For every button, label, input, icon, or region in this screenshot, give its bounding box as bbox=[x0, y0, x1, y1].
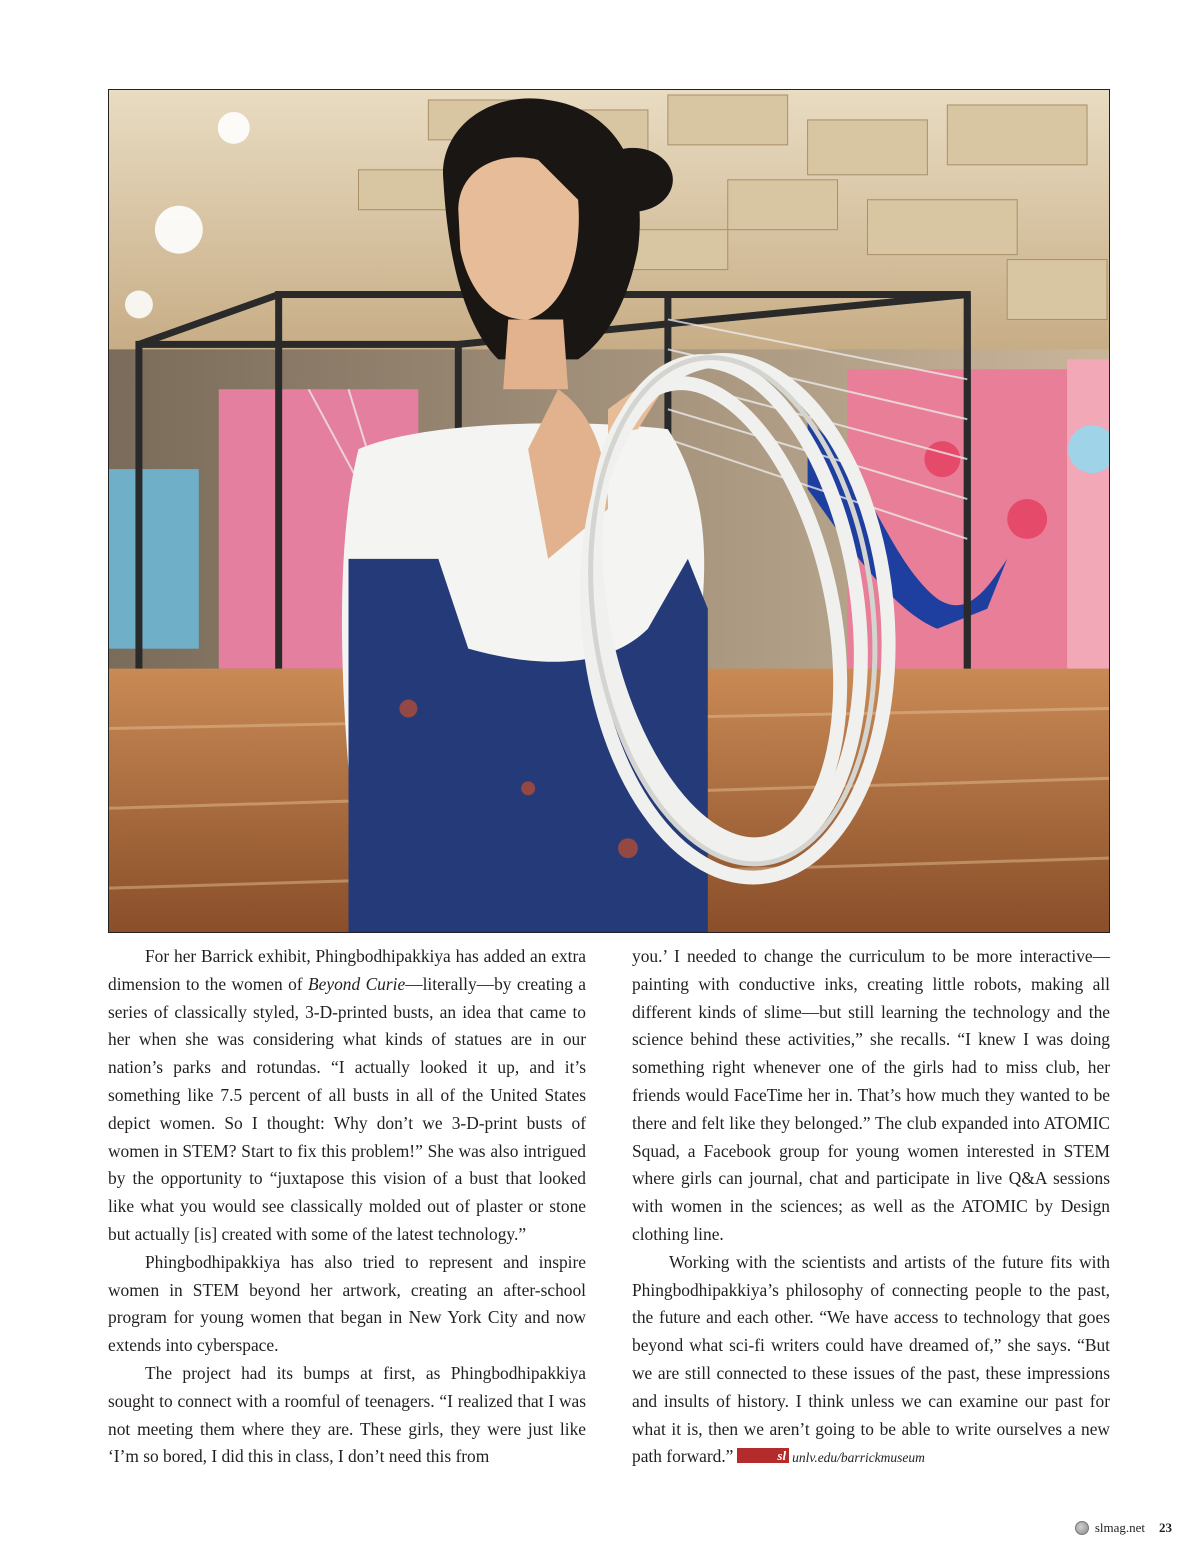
paragraph: you.’ I needed to change the curriculum to be more interactive—painting with conductive inks, creating little robots, making all different kinds of slime—but still learning the technology and the science behind these activities,” she recalls. “I knew I was doing something right whenever one of the girls had to miss club, her friends would FaceTime her in. That’s how much they wanted to be there and felt like they belonged.” The club expanded into ATOMIC Squad, a Facebook group for young women interested in STEM where girls can journal, chat and participate in live Q&A sessions with women in the sciences; as well as the ATOMIC by Design clothing line. bbox=[632, 946, 1110, 1244]
paragraph bbox=[108, 943, 586, 1249]
paragraph: The project had its bumps at first, as Phingbodhipakkiya sought to connect with a roomful of teenagers. “I realized that I was not meeting them where they are. These girls, they were just like ‘I’m so bored, I did this in class, I don’t need this from bbox=[108, 1362, 586, 1467]
paragraph: Phingbodhipakkiya has also tried to represent and inspire women in STEM beyond her artwork, creating an after-school program for young women that began in New York City and now extends into cyberspace. bbox=[108, 1251, 586, 1356]
page-number: 23 bbox=[1159, 1520, 1172, 1535]
paragraph-text: Working with the scientists and artists of the future fits with Phingbodhipakkiya’s philosophy of connecting people to the past, the future and each other. “We have access to technology that goes beyond what sci-fi writers could have dreamed of,” she says. “But we are still connected to these issues of the past, these impressions and insults of history. I think unless we can examine our past for what it is, then we aren’t going to be able to write ourselves a new path forward.” bbox=[632, 1251, 1110, 1467]
article-column-left bbox=[108, 943, 586, 1471]
site-name: slmag.net bbox=[1094, 1520, 1145, 1535]
paragraph-text: For her Barrick exhibit, Phingbodhipakkiya has added an extra dimension to the women of bbox=[108, 946, 586, 994]
book-title: Beyond Curie bbox=[308, 973, 406, 994]
museum-link[interactable]: unlv.edu/barrickmuseum bbox=[792, 1450, 925, 1466]
page-footer bbox=[1075, 1520, 1172, 1536]
portrait-photo bbox=[109, 90, 1109, 932]
end-mark-icon: sl bbox=[737, 1448, 789, 1463]
paragraph-text: —literally—by creating a series of classically styled, 3-D-printed busts, an idea that came to her when she was considering what kinds of statues are in our nation’s parks and rotundas. “I actually looked it up, and it’s something like 7.5 percent of all busts in all of the United States depict women. So I thought: Why don’t we 3-D-print busts of women in STEM? Start to fix this problem!” She was also intrigued by the opportunity to “juxtapose this vision of a bust that looked like what you would see classically molded out of plaster or stone but actually [is] created with some of the latest technology.” bbox=[108, 973, 587, 1244]
magazine-seal-icon bbox=[1075, 1521, 1089, 1535]
article-column-right bbox=[632, 943, 1110, 1472]
paragraph bbox=[632, 1249, 1110, 1472]
feature-photo bbox=[108, 89, 1110, 933]
